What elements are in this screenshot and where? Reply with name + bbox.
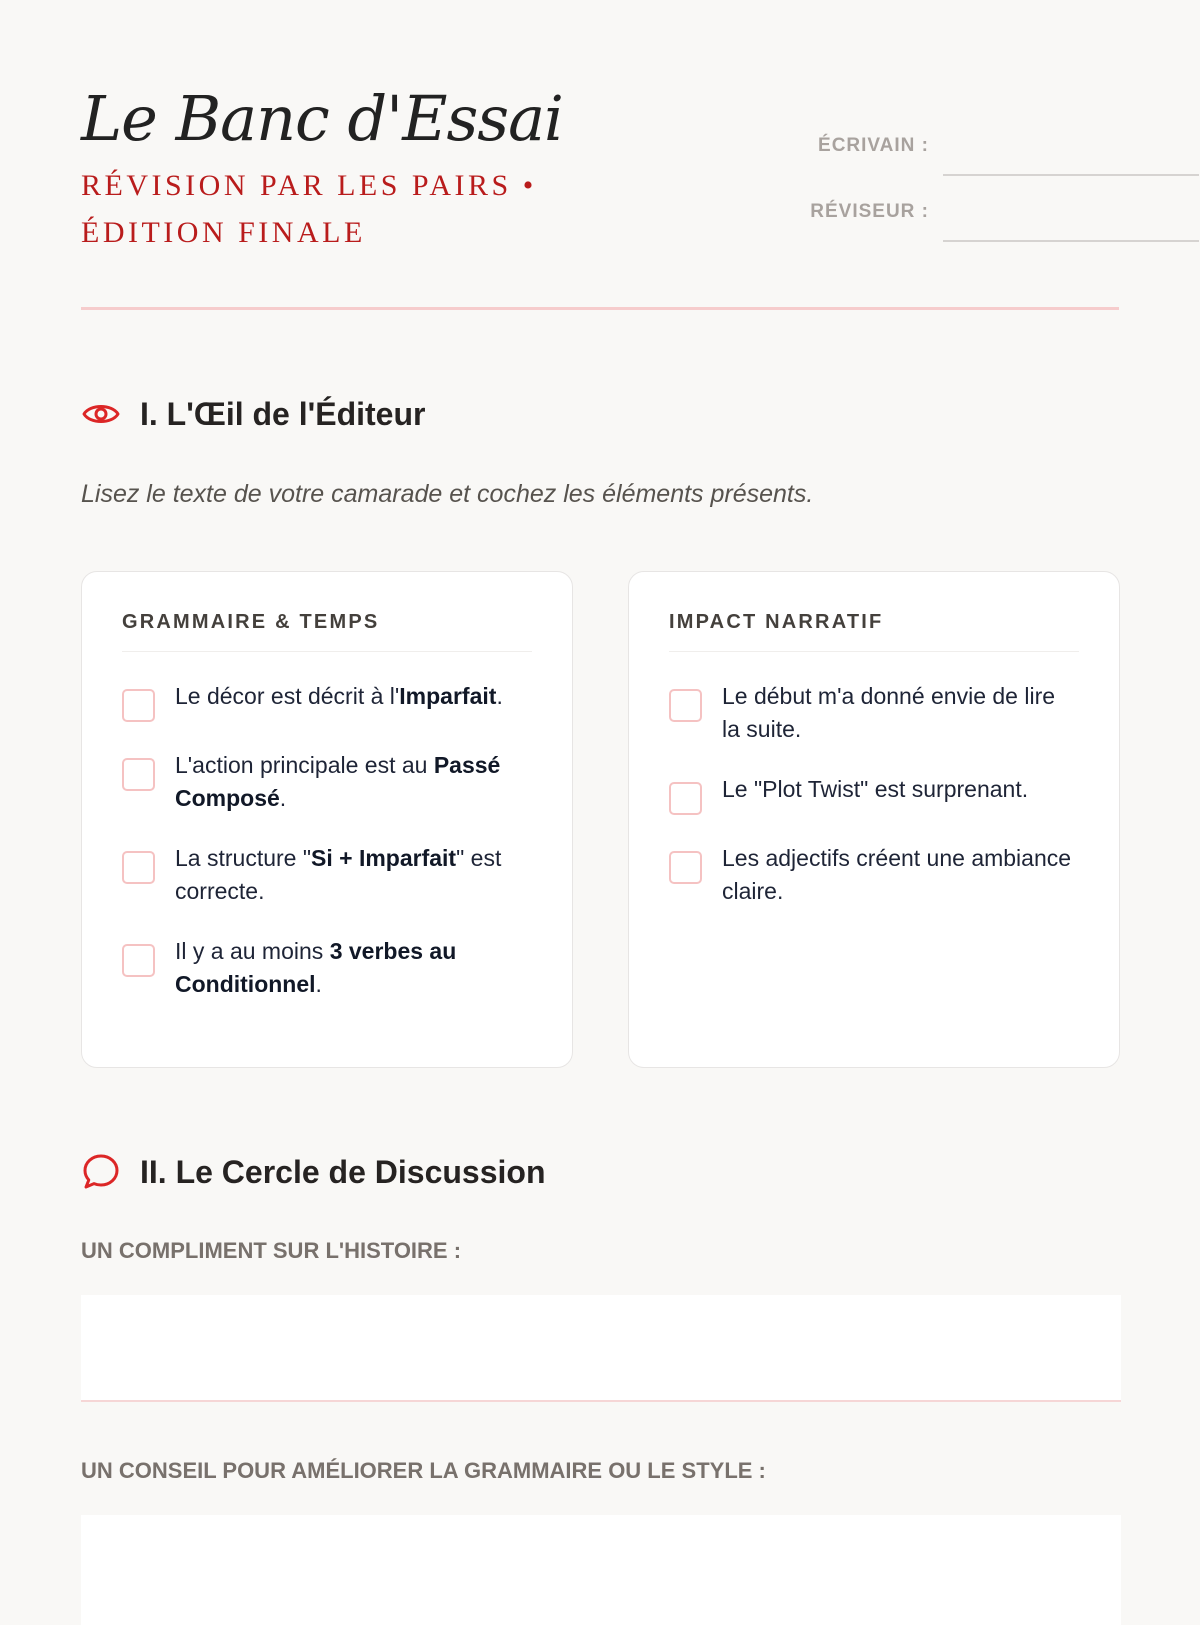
checklist-item[interactable] <box>669 842 1079 908</box>
checklist-item-label: Le "Plot Twist" est surprenant. <box>722 776 1029 802</box>
checkbox[interactable] <box>669 782 702 815</box>
checkbox[interactable] <box>122 944 155 977</box>
advice-label: UN CONSEIL POUR AMÉLIORER LA GRAMMAIRE OU LE STYLE : <box>81 1458 766 1483</box>
checklist-item[interactable] <box>122 935 532 1001</box>
checkbox[interactable] <box>122 758 155 791</box>
page-title: Le Banc d'Essai <box>81 82 563 155</box>
checklist-item[interactable] <box>669 680 1079 746</box>
speech-bubble-icon <box>81 1152 121 1192</box>
writer-field[interactable] <box>943 174 1199 176</box>
section-2-heading: II. Le Cercle de Discussion <box>140 1153 546 1190</box>
section-discussion-heading <box>81 1152 545 1192</box>
header <box>81 0 1119 310</box>
checklist-item[interactable] <box>669 773 1079 815</box>
section-1-heading: I. L'Œil de l'Éditeur <box>140 395 426 432</box>
checklist-item-label: Le début m'a donné envie de lire la suite. <box>722 683 1056 742</box>
card-narrative <box>628 571 1120 1068</box>
checklist-item-label: La structure "Si + Imparfait" est correcte. <box>175 845 502 904</box>
compliment-label: UN COMPLIMENT SUR L'HISTOIRE : <box>81 1238 462 1263</box>
checklist-item-label: L'action principale est au Passé Composé. <box>175 752 501 811</box>
page-subtitle: RÉVISION PAR LES PAIRS • ÉDITION FINALE <box>81 169 537 249</box>
checklist-item[interactable] <box>122 749 532 815</box>
advice-field[interactable] <box>81 1515 1121 1625</box>
writer-row <box>731 132 1199 176</box>
checklist-item-label: Les adjectifs créent une ambiance claire. <box>722 845 1072 904</box>
card-title: GRAMMAIRE & TEMPS <box>122 611 532 652</box>
section-1-instructions: Lisez le texte de votre camarade et cochez les éléments présents. <box>81 480 814 508</box>
checklist-item[interactable] <box>122 680 532 722</box>
writer-label: ÉCRIVAIN : <box>818 135 929 156</box>
checklist-item-label: Il y a au moins 3 verbes au Conditionnel. <box>175 938 457 997</box>
checkbox[interactable] <box>122 851 155 884</box>
card-grammar <box>81 571 573 1068</box>
reviewer-label: RÉVISEUR : <box>810 201 929 222</box>
checklist-item[interactable] <box>122 842 532 908</box>
reviewer-field[interactable] <box>943 240 1199 242</box>
eye-icon <box>81 394 121 434</box>
card-title: IMPACT NARRATIF <box>669 611 1079 652</box>
checkbox[interactable] <box>669 689 702 722</box>
compliment-field[interactable] <box>81 1295 1121 1402</box>
reviewer-row <box>731 198 1199 242</box>
section-editor-eye-heading <box>81 394 425 434</box>
checkbox[interactable] <box>122 689 155 722</box>
checklist-item-label: Le décor est décrit à l'Imparfait. <box>175 683 503 709</box>
checkbox[interactable] <box>669 851 702 884</box>
checklist <box>669 680 1079 908</box>
checklist <box>122 680 532 1001</box>
